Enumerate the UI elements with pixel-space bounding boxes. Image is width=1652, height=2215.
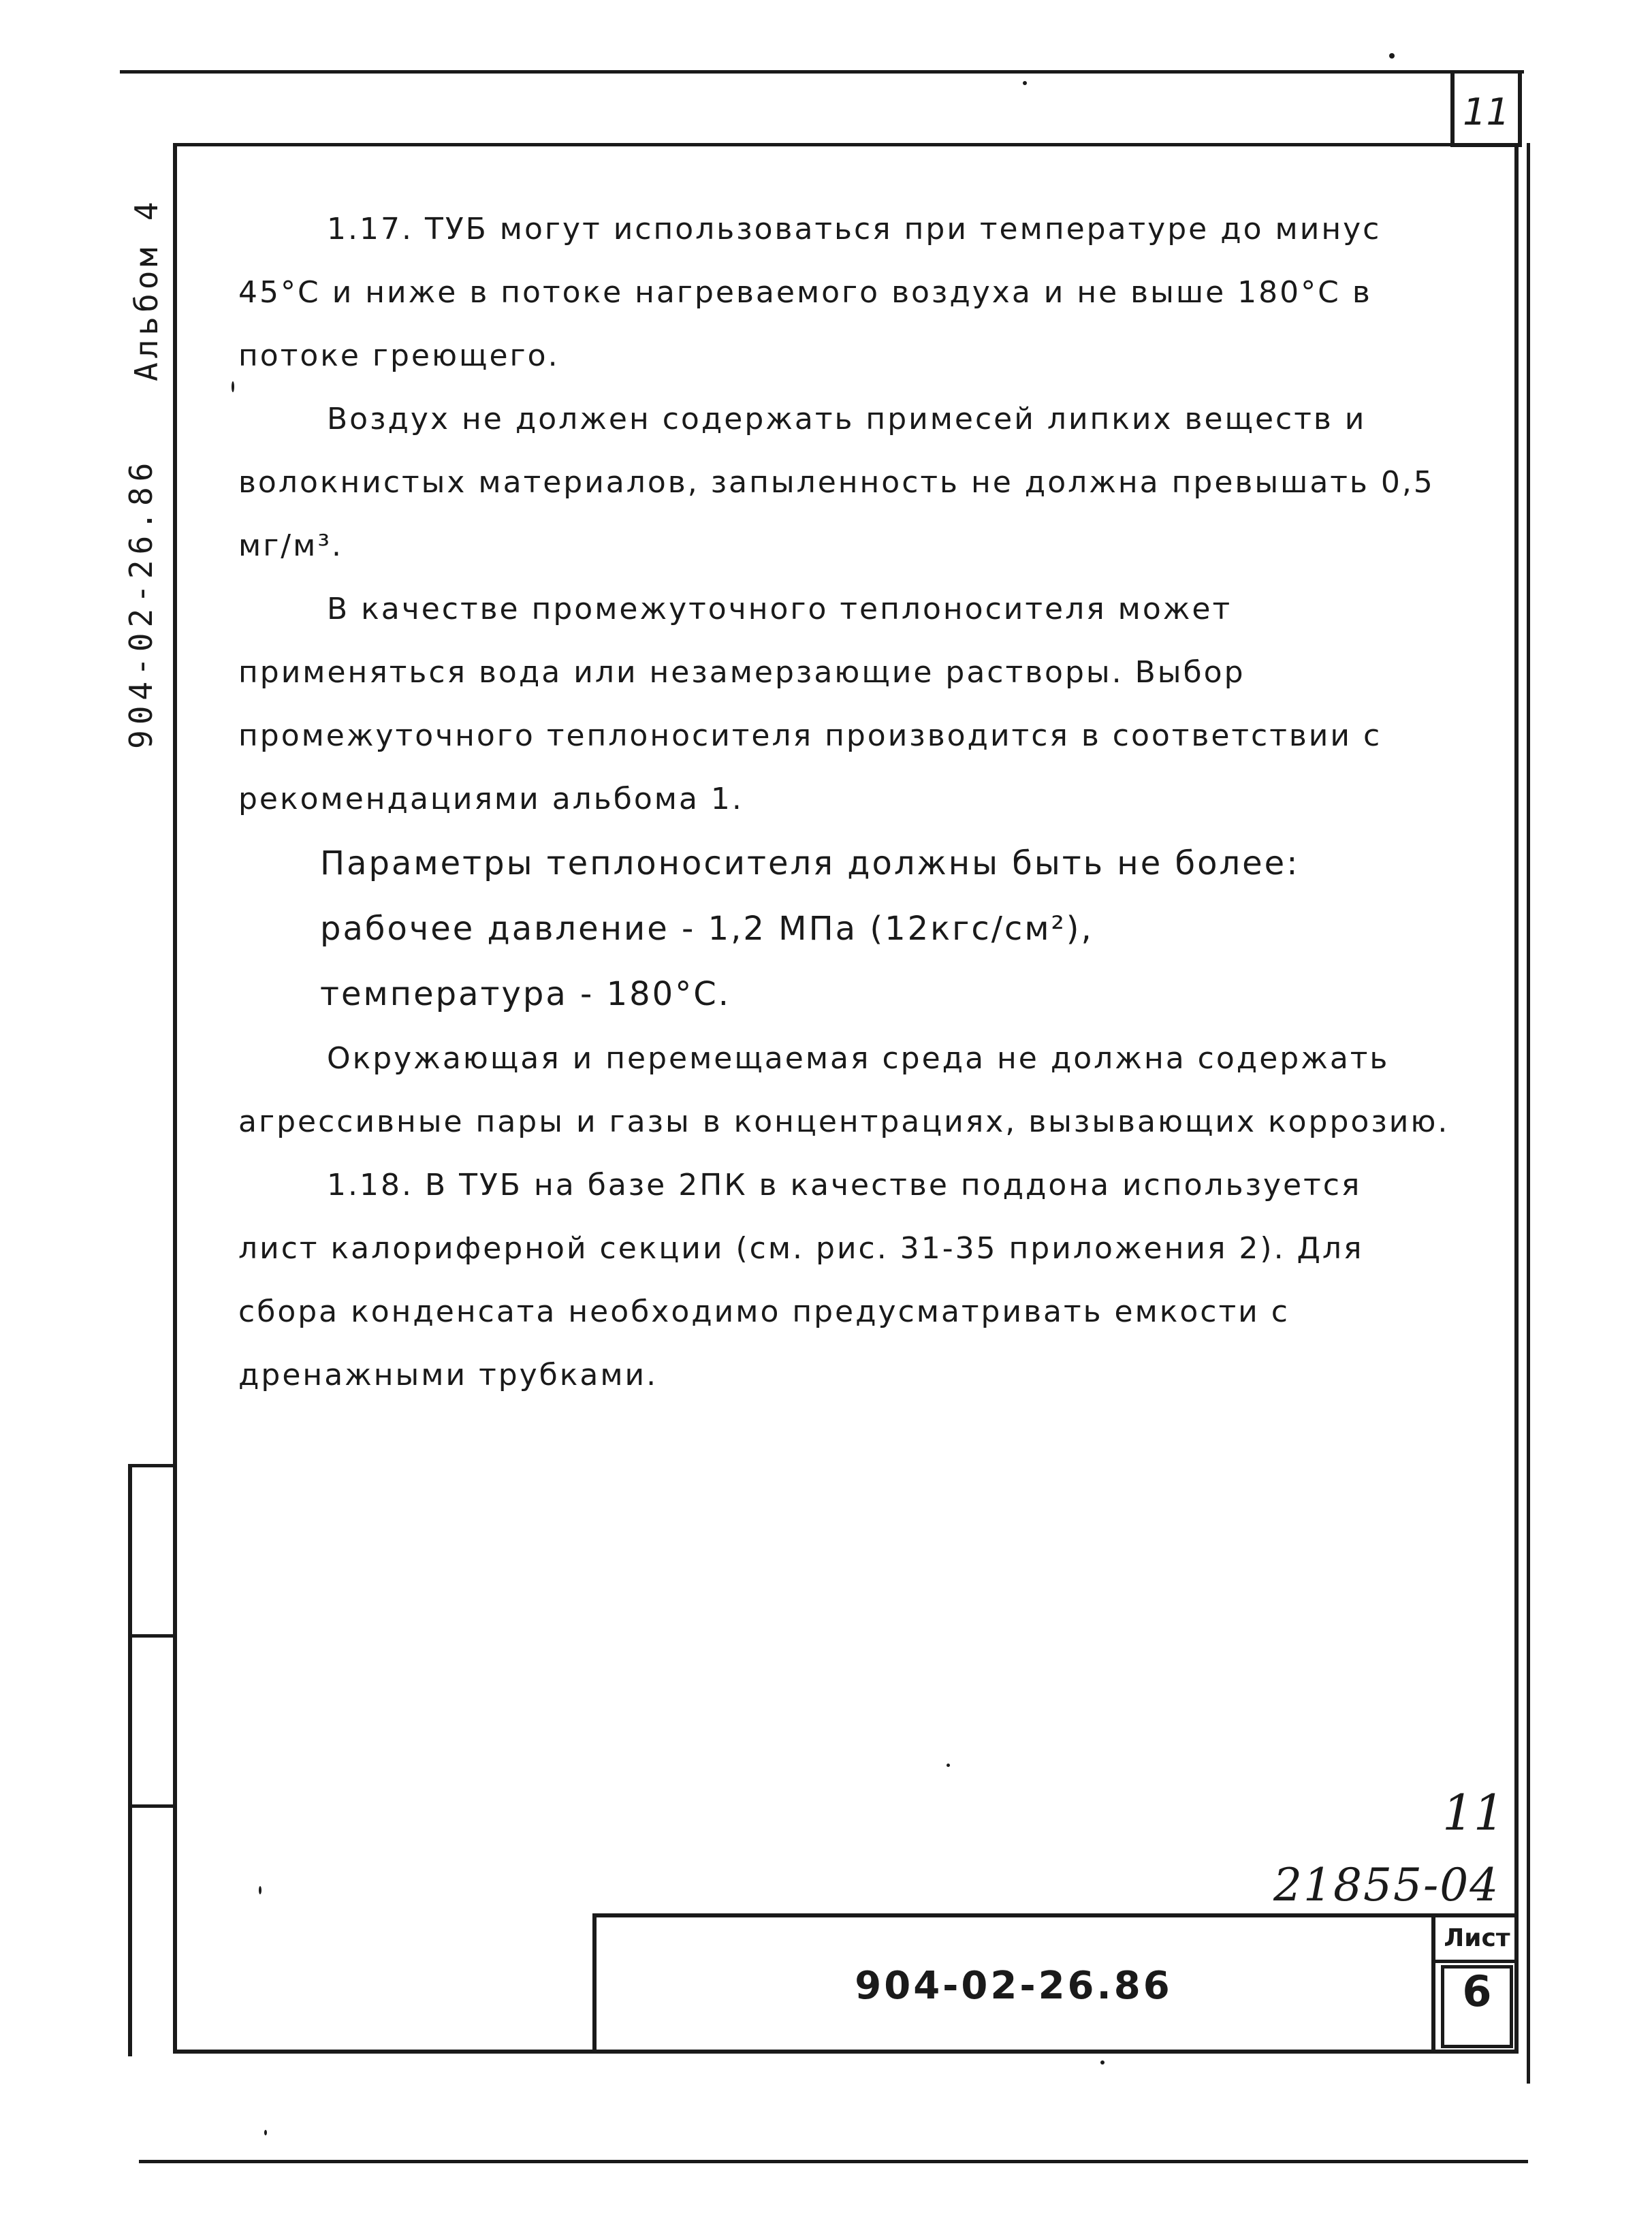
album-label: Альбом 4 [128,197,165,381]
scan-speck [1023,81,1027,85]
scan-speck [1100,2060,1105,2065]
paragraph-coolant: В качестве промежуточного теплоносителя может применяться вода или незамерзающие растворы. Выбор промежуточного теплоносителя производится в соответствии с рекомендациями альбома 1. [238,592,1382,816]
coolant-parameters [238,831,1450,1027]
corner-sheet-number: 11 [1463,91,1510,133]
right-edge-line [1527,143,1530,2084]
body-text [238,197,1450,1407]
sheet-number-box [1431,1917,1519,2054]
paragraph-1-17: 1.17. ТУБ могут использоваться при температуре до минус 45°С и ниже в потоке нагреваемого воздуха и не выше 180°С в потоке греющего. [238,212,1382,373]
corner-sheet-box [1450,74,1522,147]
scan-speck [259,1886,261,1894]
scan-speck [1389,53,1395,59]
top-rule [120,70,1524,74]
paragraph-environment: Окружающая и перемещаемая среда не должна содержать агрессивные пары и газы в концентрациях, вызывающих коррозию. [238,1041,1450,1139]
binding-stamp-column [128,1464,177,2056]
scan-speck [264,2130,267,2135]
paragraph-air: Воздух не должен содержать примесей липких веществ и волокнистых материалов, запыленность не должна превышать 0,5 мг/м³. [238,402,1435,563]
params-heading: Параметры теплоносителя должны быть не более: [320,844,1300,882]
handwritten-archive-number: 21855-04 [1273,1859,1500,1911]
bottom-rule [139,2160,1528,2163]
sheet-label: Лист [1435,1917,1519,1963]
param-pressure: рабочее давление - 1,2 МПа (12кгс/см²), [320,910,1094,948]
scan-speck [947,1764,950,1767]
paragraph-1-18: 1.18. В ТУБ на базе 2ПК в качестве поддона используется лист калориферной секции (см. рис. 31-35 приложения 2). Для сбора конденсата необходимо предусматривать емкости с дренажными трубками. [238,1168,1364,1392]
margin-doc-code: 904-02-26.86 [123,457,159,749]
scan-speck [232,381,234,392]
title-doc-code: 904-02-26.86 [855,1964,1173,2008]
handwritten-sheet-number: 11 [1442,1784,1505,1841]
param-temperature: температура - 180°С. [320,975,731,1013]
sheet-value: 6 [1462,1966,1492,2016]
title-block [592,1913,1519,2054]
